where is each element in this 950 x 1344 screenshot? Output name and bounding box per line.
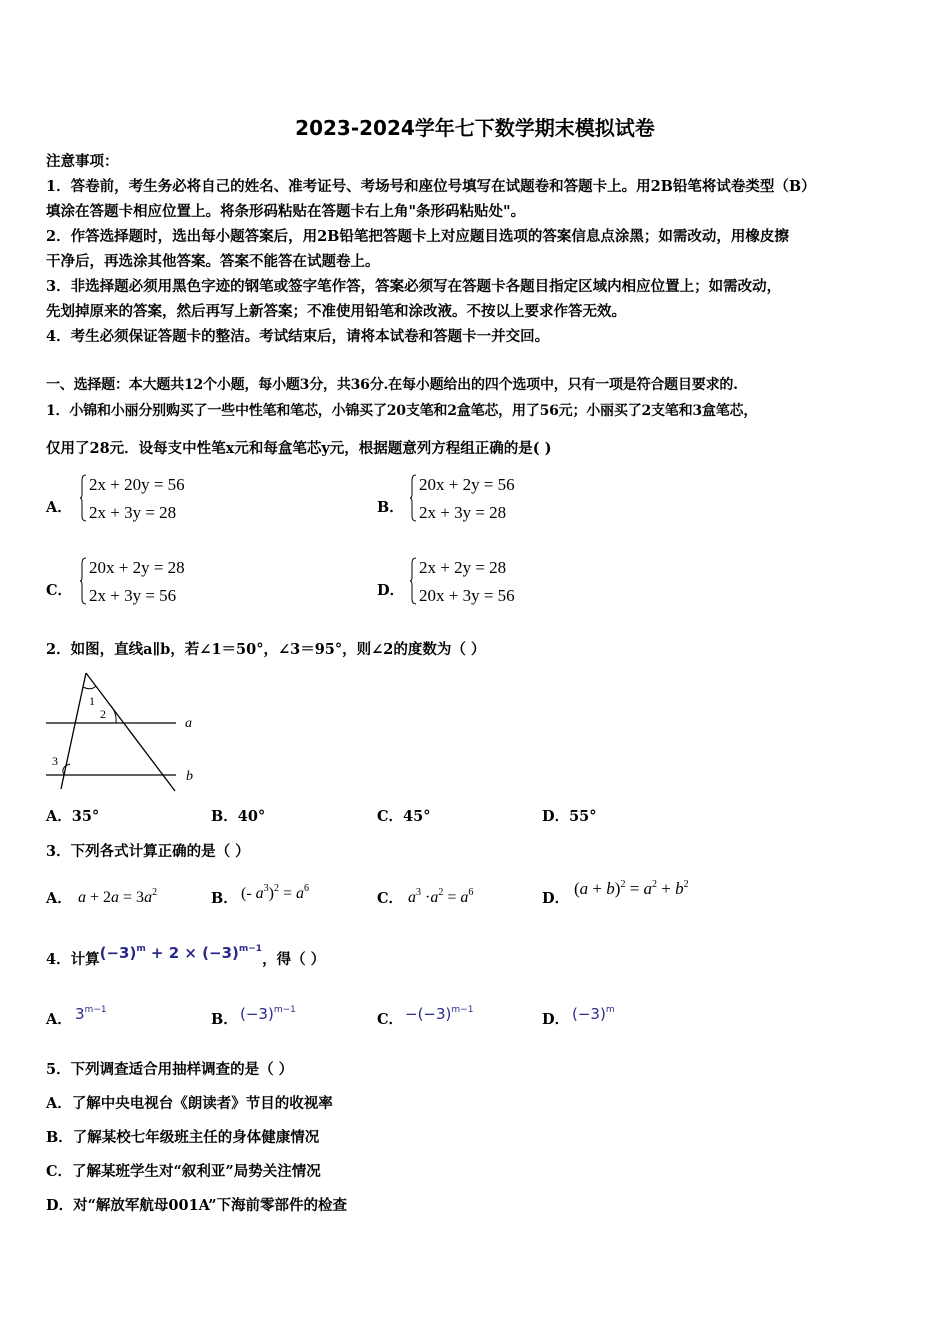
q5-stem: 5．下列调查适合用抽样调查的是（ ） [46, 1061, 294, 1078]
q3-option-b-formula: (- $a^3)^2 = a^6$ [241, 883, 310, 902]
notice-line: 2．作答选择题时，选出每小题答案后，用2B铅笔把答题卡上对应题目选项的答案信息点涂黑；如需改动，用橡皮擦 [46, 228, 789, 245]
notice-line: 3．非选择题必须用黑色字迹的钢笔或签字笔作答，答案必须写在答题卡各题目指定区域内相应位置上；如需改动， [46, 278, 782, 295]
q4-option-a-label: A． [46, 1011, 72, 1028]
brace-icon [80, 557, 86, 605]
q5-option: B．了解某校七年级班主任的身体健康情况 [46, 1129, 320, 1146]
q3-option-d-label: D． [542, 890, 570, 907]
q4-option-b-formula: $(-3)^{m-1}$ [240, 1005, 296, 1023]
q5-option: C．了解某班学生对“叙利亚”局势关注情况 [46, 1163, 321, 1180]
q2-option-d [542, 810, 597, 825]
q3-stem: 3．下列各式计算正确的是（ ） [46, 843, 250, 860]
equation: 2x + 3y = 28 [419, 503, 507, 522]
q2-option-c [377, 810, 430, 825]
transversal-line [86, 673, 175, 791]
equation: 20x + 3y = 56 [419, 586, 515, 605]
q1-option-a-label: A． [46, 499, 72, 516]
q1-stem-line2: 仅用了28元．设每支中性笔x元和每盒笔芯y元，根据题意列方程组正确的是( ) [46, 440, 552, 457]
option-text: 40° [237, 808, 266, 825]
q4-stem [46, 944, 326, 968]
notice-line: 先划掉原来的答案，然后再写上新答案；不准使用铅笔和涂改液。不按以上要求作答无效。 [46, 303, 626, 320]
option-label: D． [542, 808, 570, 825]
q4-option-a-formula: $3^{m-1}$ [75, 1005, 107, 1023]
angle-arc [110, 705, 116, 723]
q1-option-d-label: D． [377, 582, 405, 599]
page-title: 2023-2024学年七下数学期末模拟试卷 [295, 116, 655, 140]
q3-option-c-formula: $a^3 \cdot a^2 = a^6$ [408, 887, 474, 906]
notice-line: 4．考生必须保证答题卡的整洁。考试结束后，请将本试卷和答题卡一并交回。 [46, 328, 550, 345]
q4-option-c-label: C． [377, 1011, 404, 1028]
angle-label: 2 [100, 707, 106, 721]
angle-label: 1 [89, 694, 95, 708]
q3-option-d-formula: $(a + b)^2 = a^2 + b^2$ [574, 879, 689, 898]
option-label: A． [46, 808, 72, 825]
q3-option-c-label: C． [377, 890, 404, 907]
q2-option-a [46, 810, 99, 825]
q1-option-c-label: C． [46, 582, 73, 599]
q4-stem-suffix: ，得（ ） [262, 951, 326, 968]
transversal-line [61, 673, 86, 789]
q2-option-b [211, 810, 265, 825]
brace-icon [80, 474, 86, 522]
notice-line: 1．答卷前，考生务必将自己的姓名、准考证号、考场号和座位号填写在试题卷和答题卡上。用2B铅笔将试卷类型（B） [46, 178, 816, 195]
q4-expression: $(-3)^m + 2 \times (-3)^{m-1}$ [99, 944, 263, 962]
brace-icon [410, 557, 416, 605]
notice-line: 填涂在答题卡相应位置上。将条形码粘贴在答题卡右上角"条形码粘贴处"。 [46, 203, 526, 220]
angle-label: 3 [52, 754, 58, 768]
q3-option-b-label: B． [211, 890, 238, 907]
q4-option-c-formula: $-(-3)^{m-1}$ [405, 1005, 474, 1023]
line-label: b [186, 769, 193, 784]
equation: 20x + 2y = 56 [419, 475, 515, 494]
q5-option: A．了解中央电视台《朗读者》节目的收视率 [46, 1095, 333, 1112]
option-label: B． [211, 808, 238, 825]
q5-option: D．对“解放军航母001A”下海前零部件的检查 [46, 1197, 348, 1214]
option-text: 45° [403, 808, 431, 825]
option-text: 55° [569, 808, 597, 825]
q2-stem: 2．如图，直线a∥b，若∠1＝50°，∠3＝95°，则∠2的度数为（ ） [46, 641, 486, 658]
q2-figure [40, 668, 210, 798]
q4-option-d-label: D． [542, 1011, 570, 1028]
equation: 2x + 3y = 56 [89, 586, 177, 605]
equation: 20x + 2y = 28 [89, 558, 185, 577]
q1-option-b-label: B． [377, 499, 404, 516]
q4-option-d-formula: $(-3)^m$ [572, 1005, 615, 1023]
equation: 2x + 2y = 28 [419, 558, 507, 577]
equation: 2x + 3y = 28 [89, 503, 177, 522]
q4-option-b-label: B． [211, 1011, 238, 1028]
equation: 2x + 20y = 56 [89, 475, 185, 494]
section-heading: 一、选择题：本大题共12个小题，每小题3分，共36分.在每小题给出的四个选项中，只有一项是符合题目要求的. [46, 377, 738, 393]
q3-option-a-formula: $a + 2a = 3a^2$ [78, 887, 158, 906]
brace-icon [410, 474, 416, 522]
line-label: a [185, 716, 192, 731]
angle-arc [83, 686, 96, 689]
q3-option-a-label: A． [46, 890, 72, 907]
notice-line: 干净后，再选涂其他答案。答案不能答在试题卷上。 [46, 253, 380, 270]
option-text: 35° [71, 808, 100, 825]
option-label: C． [377, 808, 404, 825]
q1-stem-line1: 1．小锦和小丽分别购买了一些中性笔和笔芯，小锦买了20支笔和2盒笔芯，用了56元；小丽买了2支笔和3盒笔芯， [46, 403, 758, 419]
q4-stem-prefix: 4．计算 [46, 951, 100, 968]
notice-heading: 注意事项： [46, 153, 119, 170]
